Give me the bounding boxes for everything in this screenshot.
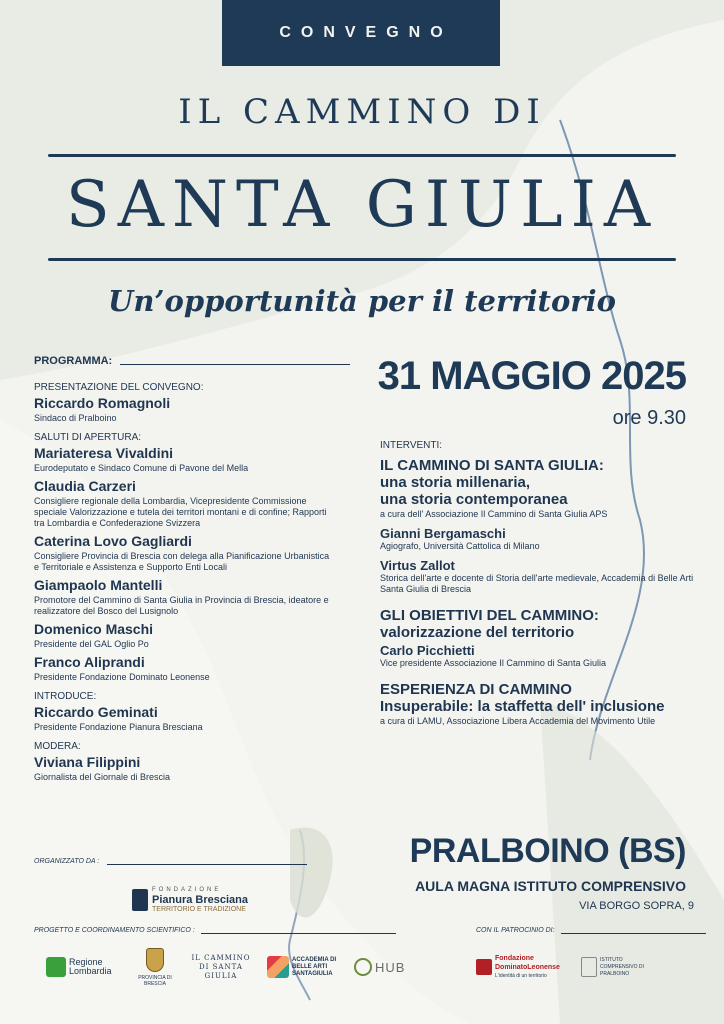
speaker-role: Agiografo, Università Cattolica di Milano xyxy=(380,541,540,551)
venue-town: PRALBOINO (BS) xyxy=(409,832,686,870)
provincia-brescia-logo xyxy=(135,948,175,987)
talks-label: INTERVENTI: xyxy=(380,440,443,451)
talk-title-line: ESPERIENZA DI CAMMINO xyxy=(380,681,572,698)
fondazione-pianura-bresciana-logo xyxy=(132,885,248,915)
logo-label: Fondazione DominatoLeonense xyxy=(495,954,560,971)
talk-title-line: una storia contemporanea xyxy=(380,491,568,508)
talk-curator: a cura dell' Associazione Il Cammino di Santa Giulia APS xyxy=(380,509,608,519)
speaker-entry xyxy=(34,577,334,617)
project-label xyxy=(34,927,396,934)
speaker-entry xyxy=(34,395,334,424)
dominato-leonense-logo xyxy=(476,954,567,981)
hub-icon xyxy=(354,958,372,976)
event-date: 31 MAGGIO 2025 xyxy=(377,354,686,398)
speaker-role: Presidente del GAL Oglio Po xyxy=(34,639,149,649)
speaker-name: Riccardo Romagnoli xyxy=(34,395,171,411)
talk-block xyxy=(380,457,700,595)
logo-label: PROVINCIA DI BRESCIA xyxy=(138,974,172,987)
fpb-icon xyxy=(132,889,148,911)
speaker-entry xyxy=(34,704,334,733)
dominato-leonense-icon xyxy=(476,959,492,975)
project-label-line xyxy=(201,933,396,934)
project-label-text: PROGETTO E COORDINAMENTO SCIENTIFICO : xyxy=(34,927,195,934)
greetings-label: SALUTI DI APERTURA: xyxy=(34,432,142,443)
logo-label: HUB xyxy=(375,959,406,975)
speaker-role: Promotore del Cammino di Santa Giulia in Provincia di Brescia, ideatore e realizzatore del Bosco del Lusignolo xyxy=(34,595,329,616)
speaker-role: Giornalista del Giornale di Brescia xyxy=(34,772,171,782)
logo-label: IL CAMMINO DI SANTA GIULIA xyxy=(191,953,251,980)
moderates-label: MODERA: xyxy=(34,741,81,752)
accademia-icon xyxy=(267,956,289,978)
patronage-logos xyxy=(476,950,648,984)
patronage-label-text: CON IL PATROCINIO DI: xyxy=(476,927,555,934)
program-heading-label: PROGRAMMA: xyxy=(34,355,113,367)
patronage-label xyxy=(476,927,706,934)
title-rule-top xyxy=(48,154,676,157)
introduces-label: INTRODUCE: xyxy=(34,691,97,702)
logo-label: ACCADEMIA DI BELLE ARTI SANTAGIULIA xyxy=(292,956,337,977)
speaker-role: Vice presidente Associazione Il Cammino di Santa Giulia xyxy=(380,658,606,668)
istituto-icon xyxy=(581,957,597,977)
talk-title-line: IL CAMMINO DI SANTA GIULIA: xyxy=(380,457,604,474)
speaker-role: Eurodeputato e Sindaco Comune di Pavone del Mella xyxy=(34,463,249,473)
fpb-tagline: TERRITORIO E TRADIZIONE xyxy=(152,906,246,913)
speaker-role: Presidente Fondazione Dominato Leonense xyxy=(34,672,210,682)
title-main: SANTA GIULIA xyxy=(65,168,659,242)
logo-label: Regione Lombardia xyxy=(69,957,112,976)
talk-title-line: Insuperabile: la staffetta dell' inclusione xyxy=(380,698,665,715)
title-top: IL CAMMINO DI xyxy=(178,92,546,132)
cammino-logo xyxy=(189,954,253,981)
speaker-role: Presidente Fondazione Pianura Bresciana xyxy=(34,722,203,732)
accademia-logo xyxy=(267,956,340,978)
speaker-role: Sindaco di Pralboino xyxy=(34,413,117,423)
program-left-column xyxy=(34,382,334,787)
speaker-role: Storica dell'arte e docente di Storia dell'arte medievale, Accademia di Belle Arti Santa Giulia di Brescia xyxy=(380,573,694,594)
talk-title-line: GLI OBIETTIVI DEL CAMMINO: xyxy=(380,607,599,624)
talks-column xyxy=(380,440,700,733)
fpb-name: Pianura Bresciana xyxy=(152,894,248,906)
provincia-crest-icon xyxy=(146,948,164,972)
talk-block xyxy=(380,607,700,669)
speaker-name: Claudia Carzeri xyxy=(34,478,136,494)
speaker-role: Consigliere Provincia di Brescia con delega alla Pianificazione Urbanistica e Territoriale e Assistenza e Supporto Enti Locali xyxy=(34,551,330,572)
talk-title-line: valorizzazione del territorio xyxy=(380,624,575,641)
logo-label: ISTITUTO COMPRENSIVO DI PRALBOINO xyxy=(600,956,644,977)
hub-logo xyxy=(354,958,405,976)
program-heading xyxy=(34,355,350,367)
speaker-name: Mariateresa Vivaldini xyxy=(34,445,174,461)
program-heading-line xyxy=(120,364,350,365)
regione-lombardia-logo xyxy=(46,957,121,977)
speaker-name: Virtus Zallot xyxy=(380,558,455,573)
speaker-name: Carlo Picchietti xyxy=(380,643,475,658)
speaker-role: Consigliere regionale della Lombardia, Vicepresidente Commissione speciale Valorizzazione e tutela dei territori montani e di confine; Rapporti tra Lombardia e Confederazione Svizzera xyxy=(34,496,327,528)
speaker-entry xyxy=(34,621,334,650)
speaker-entry xyxy=(34,478,334,529)
event-time: ore 9.30 xyxy=(612,407,686,429)
fpb-wordmark xyxy=(152,885,248,915)
title-rule-bottom xyxy=(48,258,676,261)
logo-sublabel: L'identità di un territorio xyxy=(495,972,547,979)
talk-title-line: una storia millenaria, xyxy=(380,474,531,491)
patronage-label-line xyxy=(561,933,706,934)
speaker-name: Domenico Maschi xyxy=(34,621,154,637)
speaker-name: Giampaolo Mantelli xyxy=(34,577,163,593)
regione-lombardia-icon xyxy=(46,957,66,977)
organized-by-text: ORGANIZZATO DA : xyxy=(34,858,100,865)
organized-by-line xyxy=(107,864,307,865)
convegno-banner xyxy=(222,0,500,66)
project-logos xyxy=(46,950,406,987)
venue-address: VIA BORGO SOPRA, 9 xyxy=(579,900,694,912)
speaker-name: Franco Aliprandi xyxy=(34,654,145,670)
convegno-label: CONVEGNO xyxy=(279,24,453,41)
talk-block xyxy=(380,681,700,727)
speaker-entry xyxy=(34,654,334,683)
speaker-name: Caterina Lovo Gagliardi xyxy=(34,533,192,549)
speaker-name: Riccardo Geminati xyxy=(34,704,158,720)
fpb-small: FONDAZIONE xyxy=(152,887,222,893)
dominato-leonense-text xyxy=(495,954,567,981)
subtitle: Un’opportunità per il territorio xyxy=(108,284,616,318)
speaker-entry xyxy=(34,533,334,573)
speaker-name: Viviana Filippini xyxy=(34,754,141,770)
speaker-entry xyxy=(34,445,334,474)
istituto-comprensivo-logo xyxy=(581,957,648,978)
talk-curator: a cura di LAMU, Associazione Libera Accademia del Movimento Utile xyxy=(380,716,656,726)
speaker-entry xyxy=(34,754,334,783)
venue-place: AULA MAGNA ISTITUTO COMPRENSIVO xyxy=(415,878,686,894)
speaker-name: Gianni Bergamaschi xyxy=(380,526,506,541)
organized-by-label xyxy=(34,858,307,865)
presentation-label: PRESENTAZIONE DEL CONVEGNO: xyxy=(34,382,204,393)
